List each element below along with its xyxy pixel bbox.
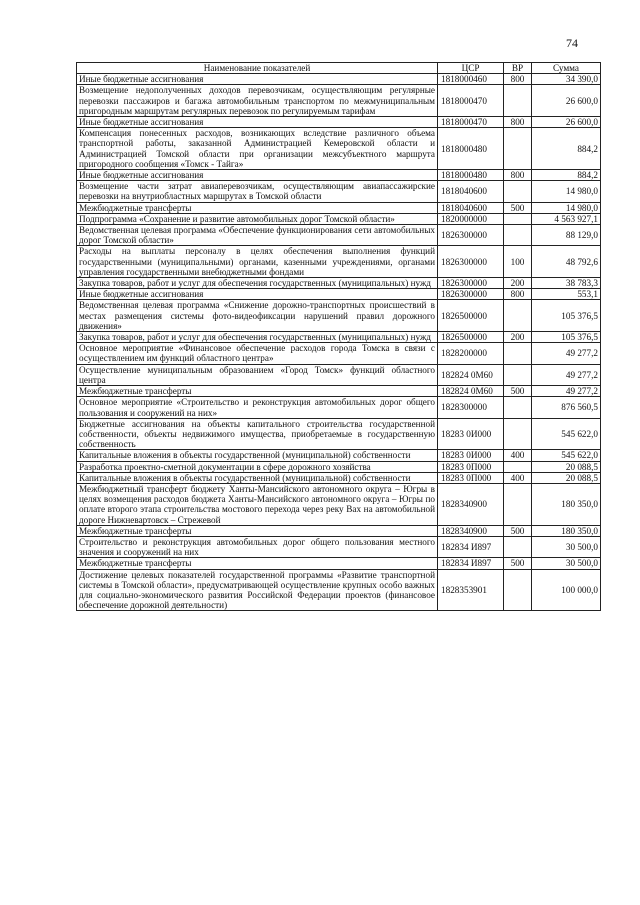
row-sum: 30 500,0 — [532, 558, 601, 569]
row-name: Иные бюджетные ассигнования — [77, 289, 438, 300]
table-row — [77, 289, 601, 300]
table-row — [77, 558, 601, 569]
row-vr — [504, 213, 532, 224]
row-name: Капитальные вложения в объекты государственной (муниципальной) собственности — [77, 450, 438, 461]
row-vr — [504, 461, 532, 472]
row-sum: 14 980,0 — [532, 181, 601, 202]
row-name: Разработка проектно-сметной документации в сфере дорожного хозяйства — [77, 461, 438, 472]
row-code: 18283 0И000 — [438, 418, 504, 450]
row-sum: 100 000,0 — [532, 569, 601, 611]
row-sum: 48 792,6 — [532, 246, 601, 278]
row-vr — [504, 569, 532, 611]
table-row — [77, 536, 601, 557]
row-name: Возмещение части затрат авиаперевозчикам, осуществляющим авиапассажирские перевозки на внутриобластных маршрутах в Томской области — [77, 181, 438, 202]
row-sum: 30 500,0 — [532, 536, 601, 557]
row-vr — [504, 343, 532, 364]
row-code: 1826500000 — [438, 332, 504, 343]
table-row — [77, 181, 601, 202]
row-code: 1818000470 — [438, 117, 504, 128]
row-name: Подпрограмма «Сохранение и развитие автомобильных дорог Томской области» — [77, 213, 438, 224]
header-code: ЦСР — [438, 63, 504, 74]
row-sum: 49 277,2 — [532, 343, 601, 364]
row-vr — [504, 300, 532, 332]
row-sum: 34 390,0 — [532, 74, 601, 85]
row-vr — [504, 128, 532, 170]
row-code: 1828200000 — [438, 343, 504, 364]
row-name: Закупка товаров, работ и услуг для обеспечения государственных (муниципальных) нужд — [77, 332, 438, 343]
row-vr: 800 — [504, 289, 532, 300]
row-vr: 800 — [504, 117, 532, 128]
row-name: Расходы на выплаты персоналу в целях обеспечения выполнения функций государственными (муниципальными) органами, казенными учреждениями, органами управления государственными внебюджетными фондами — [77, 246, 438, 278]
row-vr — [504, 483, 532, 525]
row-name: Ведомственная целевая программа «Обеспечение функционирования сети автомобильных дорог Томской области» — [77, 225, 438, 246]
row-code: 18283 0П000 — [438, 472, 504, 483]
row-vr — [504, 536, 532, 557]
row-vr — [504, 418, 532, 450]
table-row — [77, 450, 601, 461]
row-name: Компенсация понесенных расходов, возникающих вследствие различного объема транспортной работы, заказанной Администрацией Кемеровской области и Администрацией Томской области при организации межсубъектного маршрута пригородного сообщения «Томск - Тайга» — [77, 128, 438, 170]
row-name: Иные бюджетные ассигнования — [77, 170, 438, 181]
table-row — [77, 472, 601, 483]
row-vr: 500 — [504, 202, 532, 213]
row-code: 1828340900 — [438, 483, 504, 525]
row-vr: 800 — [504, 74, 532, 85]
row-sum: 88 129,0 — [532, 225, 601, 246]
row-vr: 200 — [504, 278, 532, 289]
row-sum: 105 376,5 — [532, 300, 601, 332]
row-name: Закупка товаров, работ и услуг для обеспечения государственных (муниципальных) нужд — [77, 278, 438, 289]
table-row — [77, 117, 601, 128]
row-code: 1826300000 — [438, 246, 504, 278]
row-sum: 180 350,0 — [532, 525, 601, 536]
row-vr: 100 — [504, 246, 532, 278]
row-sum: 545 622,0 — [532, 418, 601, 450]
row-name: Возмещение недополученных доходов перевозчикам, осуществляющим регулярные перевозки пассажиров и багажа автомобильным транспортом по межмуниципальным пригородным маршрутам регулярных перевозок по регулируемым тарифам — [77, 85, 438, 117]
table-row — [77, 170, 601, 181]
table-row — [77, 418, 601, 450]
table-row — [77, 364, 601, 385]
row-code: 1826500000 — [438, 300, 504, 332]
row-code: 1818000470 — [438, 85, 504, 117]
row-code: 182824 0М60 — [438, 386, 504, 397]
row-sum: 876 560,5 — [532, 397, 601, 418]
table-row — [77, 278, 601, 289]
row-name: Межбюджетные трансферты — [77, 202, 438, 213]
row-code: 1826300000 — [438, 278, 504, 289]
row-vr: 500 — [504, 386, 532, 397]
table-row — [77, 343, 601, 364]
row-name: Осуществление муниципальным образованием «Город Томск» функций областного центра — [77, 364, 438, 385]
row-vr — [504, 397, 532, 418]
table-row — [77, 74, 601, 85]
row-sum: 26 600,0 — [532, 85, 601, 117]
row-name: Основное мероприятие «Финансовое обеспечение расходов города Томска в связи с осуществлением им функций областного центра» — [77, 343, 438, 364]
row-name: Достижение целевых показателей государственной программы «Развитие транспортной системы в Томской области», предусматривающей осуществление крупных особо важных для социально-экономического развития Российской Федерации проектов (финансовое обеспечение дорожной деятельности) — [77, 569, 438, 611]
row-sum: 884,2 — [532, 170, 601, 181]
table-row — [77, 397, 601, 418]
row-sum: 20 088,5 — [532, 472, 601, 483]
table-row — [77, 332, 601, 343]
table-row — [77, 386, 601, 397]
row-sum: 49 277,2 — [532, 386, 601, 397]
row-name: Межбюджетные трансферты — [77, 386, 438, 397]
row-code: 1826300000 — [438, 289, 504, 300]
row-name: Межбюджетные трансферты — [77, 525, 438, 536]
row-name: Капитальные вложения в объекты государственной (муниципальной) собственности — [77, 472, 438, 483]
row-vr — [504, 181, 532, 202]
row-name: Иные бюджетные ассигнования — [77, 74, 438, 85]
row-sum: 38 783,3 — [532, 278, 601, 289]
row-name: Межбюджетные трансферты — [77, 558, 438, 569]
row-vr: 400 — [504, 450, 532, 461]
row-name: Межбюджетный трансферт бюджету Ханты-Мансийского автономного округа – Югры в целях возмещения расходов бюджета Ханты-Мансийского автономного округа – Югры по оплате второго этапа строительства мостового перехода через реку Вах на автомобильной дороге Нижневартовск – Стрежевой — [77, 483, 438, 525]
table-row — [77, 483, 601, 525]
row-code: 1828353901 — [438, 569, 504, 611]
row-code: 1818040600 — [438, 181, 504, 202]
row-vr — [504, 85, 532, 117]
header-name: Наименование показателей — [77, 63, 438, 74]
row-code: 1828340900 — [438, 525, 504, 536]
table-row — [77, 525, 601, 536]
row-sum: 49 277,2 — [532, 364, 601, 385]
table-row — [77, 300, 601, 332]
row-sum: 545 622,0 — [532, 450, 601, 461]
row-code: 1826300000 — [438, 225, 504, 246]
row-name: Иные бюджетные ассигнования — [77, 117, 438, 128]
row-name: Бюджетные ассигнования на объекты капитального строительства государственной собственности, объекты недвижимого имущества, приобретаемые в государственную собственность — [77, 418, 438, 450]
row-sum: 884,2 — [532, 128, 601, 170]
header-sum: Сумма — [532, 63, 601, 74]
row-code: 18283 0И000 — [438, 450, 504, 461]
row-sum: 20 088,5 — [532, 461, 601, 472]
row-sum: 180 350,0 — [532, 483, 601, 525]
row-vr: 400 — [504, 472, 532, 483]
row-code: 1818040600 — [438, 202, 504, 213]
row-vr: 800 — [504, 170, 532, 181]
row-code: 1820000000 — [438, 213, 504, 224]
table-row — [77, 85, 601, 117]
table-header-row — [77, 63, 601, 74]
row-name: Ведомственная целевая программа «Снижение дорожно-транспортных происшествий в местах размещения системы фото-видеофиксации нарушений правил дорожного движения» — [77, 300, 438, 332]
row-sum: 105 376,5 — [532, 332, 601, 343]
table-row — [77, 213, 601, 224]
row-sum: 4 563 927,1 — [532, 213, 601, 224]
row-code: 1828300000 — [438, 397, 504, 418]
row-code: 1818000460 — [438, 74, 504, 85]
row-sum: 553,1 — [532, 289, 601, 300]
table-row — [77, 225, 601, 246]
budget-table — [76, 62, 601, 611]
row-vr: 500 — [504, 558, 532, 569]
row-code: 1818000480 — [438, 170, 504, 181]
header-vr: ВР — [504, 63, 532, 74]
row-code: 182834 И897 — [438, 558, 504, 569]
table-row — [77, 202, 601, 213]
row-vr — [504, 225, 532, 246]
row-code: 18283 0П000 — [438, 461, 504, 472]
table-row — [77, 569, 601, 611]
row-sum: 14 980,0 — [532, 202, 601, 213]
row-vr — [504, 364, 532, 385]
row-name: Строительство и реконструкция автомобильных дорог общего пользования местного значения и сооружений на них — [77, 536, 438, 557]
table-row — [77, 461, 601, 472]
row-code: 182824 0М60 — [438, 364, 504, 385]
row-sum: 26 600,0 — [532, 117, 601, 128]
row-vr: 500 — [504, 525, 532, 536]
table-row — [77, 128, 601, 170]
row-vr: 200 — [504, 332, 532, 343]
row-code: 182834 И897 — [438, 536, 504, 557]
row-code: 1818000480 — [438, 128, 504, 170]
row-name: Основное мероприятие «Строительство и реконструкция автомобильных дорог общего пользования и сооружений на них» — [77, 397, 438, 418]
page-number: 74 — [566, 36, 578, 50]
table-row — [77, 246, 601, 278]
